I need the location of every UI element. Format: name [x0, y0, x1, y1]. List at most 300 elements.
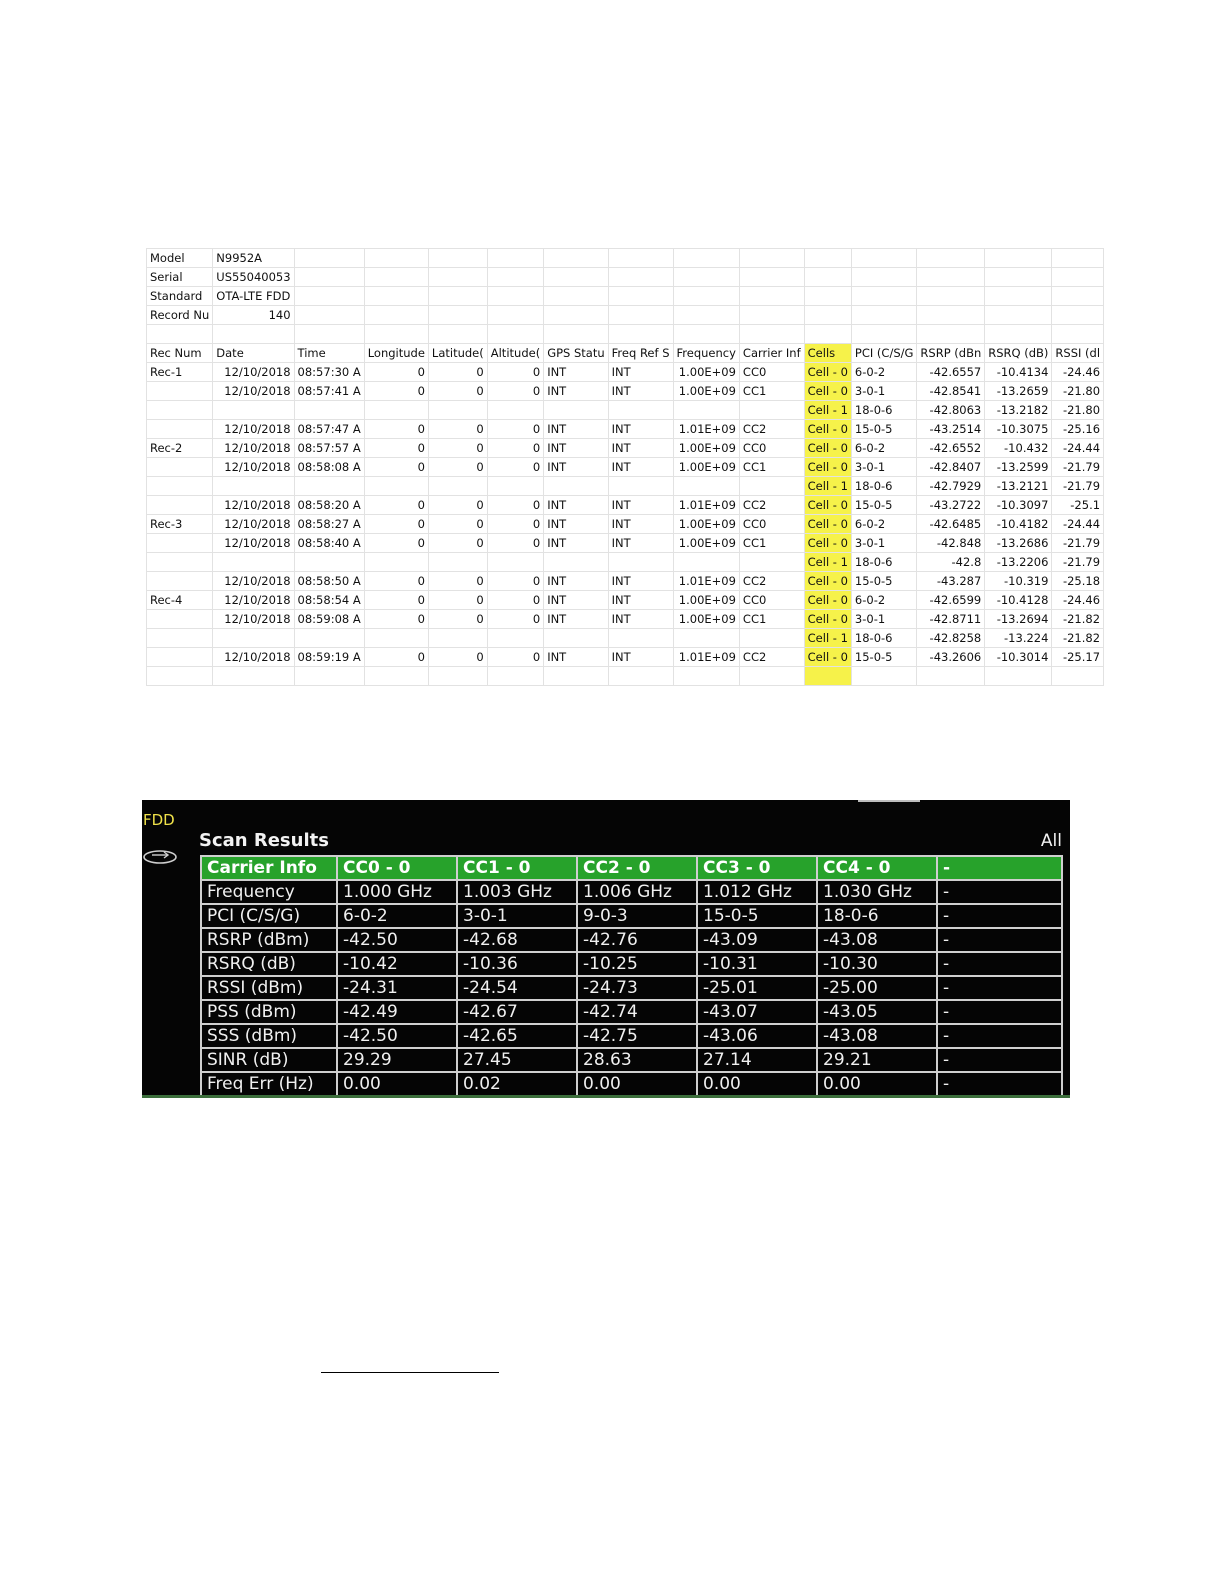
table-cell: 18-0-6 — [851, 477, 917, 496]
table-cell: 0 — [487, 515, 543, 534]
table-cell — [428, 401, 487, 420]
table-cell: -24.44 — [1052, 515, 1104, 534]
table-cell: INT — [544, 610, 608, 629]
scan-cell: -10.25 — [577, 952, 697, 976]
scan-cell: 1.012 GHz — [697, 880, 817, 904]
table-cell: -42.8 — [917, 553, 985, 572]
empty-cell — [487, 249, 543, 268]
table-cell: CC2 — [739, 572, 804, 591]
table-cell: -10.4134 — [985, 363, 1052, 382]
table-cell: 0 — [487, 648, 543, 667]
table-cell: 1.00E+09 — [673, 382, 739, 401]
table-cell — [608, 477, 673, 496]
table-row — [147, 648, 1104, 667]
spreadsheet-screenshot — [146, 248, 1101, 676]
empty-cell — [739, 268, 804, 287]
table-cell: -21.80 — [1052, 401, 1104, 420]
table-cell: 1.00E+09 — [673, 439, 739, 458]
scan-cell: - — [937, 904, 1062, 928]
table-cell: 0 — [487, 458, 543, 477]
table-cell: -10.4182 — [985, 515, 1052, 534]
meta-key: Serial — [147, 268, 213, 287]
empty-cell — [673, 667, 739, 686]
scan-cell: -42.65 — [457, 1024, 577, 1048]
table-cell: INT — [608, 572, 673, 591]
table-cell: INT — [608, 591, 673, 610]
scan-row — [201, 904, 1062, 928]
table-cell — [364, 477, 428, 496]
table-cell — [147, 401, 213, 420]
scan-cell: -10.30 — [817, 952, 937, 976]
table-cell: 0 — [487, 591, 543, 610]
table-cell: 6-0-2 — [851, 515, 917, 534]
table-cell: 0 — [364, 534, 428, 553]
table-cell: -10.3075 — [985, 420, 1052, 439]
table-cell: Rec-4 — [147, 591, 213, 610]
table-cell — [147, 610, 213, 629]
meta-row — [147, 287, 1104, 306]
table-row — [147, 610, 1104, 629]
table-cell: -21.79 — [1052, 477, 1104, 496]
table-cell: 0 — [428, 610, 487, 629]
scan-cell: -42.67 — [457, 1000, 577, 1024]
table-cell: Rec-1 — [147, 363, 213, 382]
empty-cell — [804, 325, 851, 344]
table-cell: 0 — [428, 363, 487, 382]
table-cell: CC1 — [739, 534, 804, 553]
empty-cell — [804, 249, 851, 268]
empty-cell — [673, 306, 739, 325]
scan-cell: -42.68 — [457, 928, 577, 952]
scan-cell: -42.50 — [337, 928, 457, 952]
empty-cell — [804, 667, 851, 686]
table-cell: -13.2121 — [985, 477, 1052, 496]
table-cell — [294, 401, 364, 420]
table-cell: 1.01E+09 — [673, 420, 739, 439]
column-header: Longitude — [364, 344, 428, 363]
table-cell: -25.1 — [1052, 496, 1104, 515]
column-header: Carrier Inf — [739, 344, 804, 363]
column-header: RSRQ (dB) — [985, 344, 1052, 363]
scan-row-label: PSS (dBm) — [201, 1000, 337, 1024]
table-cell: 0 — [487, 610, 543, 629]
table-cell: -42.8258 — [917, 629, 985, 648]
scan-cell: -10.31 — [697, 952, 817, 976]
table-cell: -24.46 — [1052, 363, 1104, 382]
table-cell: -10.432 — [985, 439, 1052, 458]
table-cell: INT — [608, 363, 673, 382]
table-cell: -21.79 — [1052, 534, 1104, 553]
scan-cell: 0.00 — [817, 1072, 937, 1096]
table-cell: -13.2599 — [985, 458, 1052, 477]
table-cell: -42.6552 — [917, 439, 985, 458]
empty-cell — [804, 287, 851, 306]
table-cell: 0 — [487, 572, 543, 591]
table-cell: -21.79 — [1052, 458, 1104, 477]
scan-header-cell: Carrier Info — [201, 856, 337, 880]
table-cell: -43.2514 — [917, 420, 985, 439]
table-cell: 0 — [364, 572, 428, 591]
table-cell: 15-0-5 — [851, 648, 917, 667]
table-cell: 0 — [428, 515, 487, 534]
meta-key: Standard — [147, 287, 213, 306]
table-cell: 08:57:57 A — [294, 439, 364, 458]
scan-cell: -24.31 — [337, 976, 457, 1000]
table-cell — [739, 629, 804, 648]
scan-results-table — [200, 855, 1063, 1097]
table-cell: INT — [608, 648, 673, 667]
table-cell: -42.848 — [917, 534, 985, 553]
empty-cell — [428, 667, 487, 686]
table-cell: Cell - 0 — [804, 648, 851, 667]
table-cell: 0 — [364, 458, 428, 477]
table-row — [147, 534, 1104, 553]
table-cell — [294, 629, 364, 648]
table-row — [147, 553, 1104, 572]
table-cell: 12/10/2018 — [213, 439, 294, 458]
scan-cell: -42.75 — [577, 1024, 697, 1048]
table-cell: 0 — [428, 648, 487, 667]
empty-cell — [428, 325, 487, 344]
empty-cell — [294, 325, 364, 344]
table-cell — [364, 629, 428, 648]
table-row — [147, 496, 1104, 515]
table-cell — [147, 496, 213, 515]
table-cell: 1.01E+09 — [673, 572, 739, 591]
table-cell: CC2 — [739, 648, 804, 667]
table-cell: -13.2206 — [985, 553, 1052, 572]
empty-cell — [739, 667, 804, 686]
scan-cell: 9-0-3 — [577, 904, 697, 928]
table-cell: INT — [544, 363, 608, 382]
table-cell: 1.01E+09 — [673, 648, 739, 667]
scan-cell: - — [937, 1000, 1062, 1024]
table-cell — [608, 553, 673, 572]
scan-row-label: RSRP (dBm) — [201, 928, 337, 952]
table-cell: CC0 — [739, 591, 804, 610]
empty-cell — [147, 667, 213, 686]
scan-cell: 0.02 — [457, 1072, 577, 1096]
table-row — [147, 629, 1104, 648]
table-cell: 12/10/2018 — [213, 458, 294, 477]
table-cell: 1.00E+09 — [673, 515, 739, 534]
empty-cell — [294, 249, 364, 268]
table-cell: INT — [544, 534, 608, 553]
empty-cell — [673, 249, 739, 268]
empty-cell — [985, 287, 1052, 306]
table-cell: 08:57:47 A — [294, 420, 364, 439]
table-row — [147, 382, 1104, 401]
scan-row — [201, 976, 1062, 1000]
table-cell: -43.2722 — [917, 496, 985, 515]
table-cell: 08:57:41 A — [294, 382, 364, 401]
empty-cell — [1052, 667, 1104, 686]
table-cell: -21.82 — [1052, 629, 1104, 648]
table-cell — [147, 382, 213, 401]
scan-cell: - — [937, 880, 1062, 904]
table-row — [147, 458, 1104, 477]
table-cell: 08:58:40 A — [294, 534, 364, 553]
table-cell: -43.2606 — [917, 648, 985, 667]
filter-label: All — [1040, 831, 1062, 851]
meta-value: 140 — [213, 306, 294, 325]
table-cell: 12/10/2018 — [213, 420, 294, 439]
scan-header-cell: CC1 - 0 — [457, 856, 577, 880]
empty-cell — [294, 667, 364, 686]
table-cell: 0 — [428, 382, 487, 401]
table-cell: Cell - 1 — [804, 553, 851, 572]
table-cell: 12/10/2018 — [213, 648, 294, 667]
table-cell — [147, 553, 213, 572]
table-cell: CC2 — [739, 496, 804, 515]
scan-results-title: Scan Results — [199, 830, 329, 851]
table-cell: 1.00E+09 — [673, 534, 739, 553]
empty-cell — [487, 667, 543, 686]
table-row — [147, 477, 1104, 496]
table-cell — [428, 553, 487, 572]
empty-cell — [364, 325, 428, 344]
empty-cell — [364, 667, 428, 686]
table-cell: -10.4128 — [985, 591, 1052, 610]
scan-cell: 6-0-2 — [337, 904, 457, 928]
scan-cell: -42.49 — [337, 1000, 457, 1024]
table-cell: INT — [544, 648, 608, 667]
column-header: Rec Num — [147, 344, 213, 363]
scan-cell: 27.45 — [457, 1048, 577, 1072]
table-cell: 1.01E+09 — [673, 496, 739, 515]
table-cell — [213, 553, 294, 572]
table-cell: CC2 — [739, 420, 804, 439]
tab-marker — [858, 800, 920, 802]
table-cell: -42.7929 — [917, 477, 985, 496]
empty-cell — [673, 268, 739, 287]
empty-cell — [364, 287, 428, 306]
table-cell: CC1 — [739, 458, 804, 477]
scan-cell: 1.006 GHz — [577, 880, 697, 904]
table-cell — [213, 401, 294, 420]
scan-cell: -43.08 — [817, 928, 937, 952]
table-cell: 12/10/2018 — [213, 515, 294, 534]
scan-row — [201, 1000, 1062, 1024]
table-cell: CC0 — [739, 439, 804, 458]
table-cell — [544, 477, 608, 496]
empty-cell — [1052, 287, 1104, 306]
meta-value: N9952A — [213, 249, 294, 268]
table-cell: Cell - 0 — [804, 572, 851, 591]
table-cell — [294, 553, 364, 572]
table-cell — [487, 553, 543, 572]
column-header: Latitude( — [428, 344, 487, 363]
table-cell: -10.3097 — [985, 496, 1052, 515]
scan-cell: -43.06 — [697, 1024, 817, 1048]
table-cell — [608, 629, 673, 648]
scan-cell: 1.000 GHz — [337, 880, 457, 904]
table-cell: 15-0-5 — [851, 572, 917, 591]
table-cell — [544, 401, 608, 420]
table-cell: INT — [544, 515, 608, 534]
table-cell: CC1 — [739, 382, 804, 401]
table-cell: 08:58:27 A — [294, 515, 364, 534]
empty-cell — [804, 306, 851, 325]
table-cell — [213, 629, 294, 648]
empty-cell — [739, 325, 804, 344]
scan-row-label: RSSI (dBm) — [201, 976, 337, 1000]
table-cell: 0 — [364, 420, 428, 439]
scan-results-screenshot — [142, 800, 1070, 1098]
table-cell: 12/10/2018 — [213, 496, 294, 515]
table-cell: 08:58:20 A — [294, 496, 364, 515]
empty-cell — [985, 667, 1052, 686]
table-cell: INT — [608, 610, 673, 629]
empty-cell — [851, 667, 917, 686]
table-cell: 6-0-2 — [851, 591, 917, 610]
scan-cell: -10.42 — [337, 952, 457, 976]
empty-cell — [851, 306, 917, 325]
mode-label: FDD — [143, 811, 175, 829]
table-cell: 0 — [487, 496, 543, 515]
table-cell: -13.2686 — [985, 534, 1052, 553]
empty-cell — [213, 325, 294, 344]
empty-cell — [487, 268, 543, 287]
table-cell: 08:58:50 A — [294, 572, 364, 591]
empty-cell — [739, 306, 804, 325]
empty-cell — [917, 306, 985, 325]
table-cell: Cell - 1 — [804, 629, 851, 648]
empty-cell — [917, 667, 985, 686]
empty-cell — [1052, 268, 1104, 287]
table-cell: -42.8407 — [917, 458, 985, 477]
table-cell: 1.00E+09 — [673, 591, 739, 610]
table-cell: -42.8063 — [917, 401, 985, 420]
table-cell: 6-0-2 — [851, 439, 917, 458]
table-cell: -25.16 — [1052, 420, 1104, 439]
column-header: RSSI (dl — [1052, 344, 1104, 363]
table-cell — [147, 477, 213, 496]
table-cell — [673, 477, 739, 496]
empty-cell — [917, 268, 985, 287]
empty-cell — [487, 306, 543, 325]
table-cell: INT — [544, 382, 608, 401]
table-cell: INT — [608, 534, 673, 553]
scan-cell: 18-0-6 — [817, 904, 937, 928]
table-cell: -42.6557 — [917, 363, 985, 382]
scan-cell: -24.73 — [577, 976, 697, 1000]
empty-cell — [673, 325, 739, 344]
table-cell — [364, 553, 428, 572]
table-row — [147, 363, 1104, 382]
scan-cell: -42.50 — [337, 1024, 457, 1048]
table-cell: -10.3014 — [985, 648, 1052, 667]
table-cell: 08:58:08 A — [294, 458, 364, 477]
table-cell: INT — [608, 420, 673, 439]
empty-cell — [487, 325, 543, 344]
table-cell: 12/10/2018 — [213, 610, 294, 629]
table-cell: 0 — [364, 382, 428, 401]
table-cell — [147, 648, 213, 667]
table-cell: -43.287 — [917, 572, 985, 591]
column-header: Freq Ref S — [608, 344, 673, 363]
table-cell: 0 — [428, 534, 487, 553]
table-cell: Cell - 0 — [804, 610, 851, 629]
table-cell: 3-0-1 — [851, 534, 917, 553]
column-header: GPS Statu — [544, 344, 608, 363]
table-cell: 0 — [428, 591, 487, 610]
empty-cell — [213, 667, 294, 686]
empty-cell — [608, 306, 673, 325]
table-row — [147, 591, 1104, 610]
scan-cell: -10.36 — [457, 952, 577, 976]
table-cell: Cell - 0 — [804, 515, 851, 534]
table-cell: 0 — [364, 648, 428, 667]
table-cell — [487, 401, 543, 420]
table-cell: -24.44 — [1052, 439, 1104, 458]
table-cell — [147, 458, 213, 477]
table-cell — [673, 629, 739, 648]
table-cell — [294, 477, 364, 496]
scan-header-cell: CC4 - 0 — [817, 856, 937, 880]
table-cell: Cell - 0 — [804, 534, 851, 553]
table-cell — [213, 477, 294, 496]
table-cell: 12/10/2018 — [213, 572, 294, 591]
empty-cell — [985, 325, 1052, 344]
table-cell: 0 — [487, 420, 543, 439]
table-cell — [487, 629, 543, 648]
table-cell: 0 — [428, 439, 487, 458]
column-header: Cells — [804, 344, 851, 363]
scan-row — [201, 880, 1062, 904]
scan-header-cell: CC2 - 0 — [577, 856, 697, 880]
scan-cell: 29.21 — [817, 1048, 937, 1072]
table-cell: Cell - 0 — [804, 458, 851, 477]
table-cell: 0 — [364, 591, 428, 610]
table-cell: -25.17 — [1052, 648, 1104, 667]
empty-cell — [608, 268, 673, 287]
scan-cell: -42.74 — [577, 1000, 697, 1024]
empty-cell — [804, 268, 851, 287]
empty-cell — [364, 306, 428, 325]
column-header: Frequency — [673, 344, 739, 363]
table-cell: INT — [608, 496, 673, 515]
empty-cell — [364, 268, 428, 287]
table-cell: CC1 — [739, 610, 804, 629]
scan-row-label: Frequency — [201, 880, 337, 904]
table-cell: 15-0-5 — [851, 496, 917, 515]
table-cell: INT — [608, 515, 673, 534]
scan-cell: 0.00 — [337, 1072, 457, 1096]
header-row — [147, 344, 1104, 363]
table-cell: 3-0-1 — [851, 610, 917, 629]
table-cell — [739, 401, 804, 420]
table-row — [147, 420, 1104, 439]
scan-header-cell: - — [937, 856, 1062, 880]
table-cell: -21.79 — [1052, 553, 1104, 572]
table-cell: 0 — [428, 420, 487, 439]
table-cell: Cell - 0 — [804, 439, 851, 458]
empty-cell — [608, 287, 673, 306]
scan-cell: 15-0-5 — [697, 904, 817, 928]
table-cell: 18-0-6 — [851, 629, 917, 648]
table-cell: Cell - 1 — [804, 477, 851, 496]
bottom-divider — [142, 1095, 1070, 1098]
table-row — [147, 515, 1104, 534]
table-cell: INT — [544, 458, 608, 477]
empty-cell — [147, 325, 213, 344]
meta-row — [147, 306, 1104, 325]
table-cell: 12/10/2018 — [213, 363, 294, 382]
table-cell — [428, 477, 487, 496]
empty-cell — [544, 325, 608, 344]
table-cell: Cell - 0 — [804, 382, 851, 401]
